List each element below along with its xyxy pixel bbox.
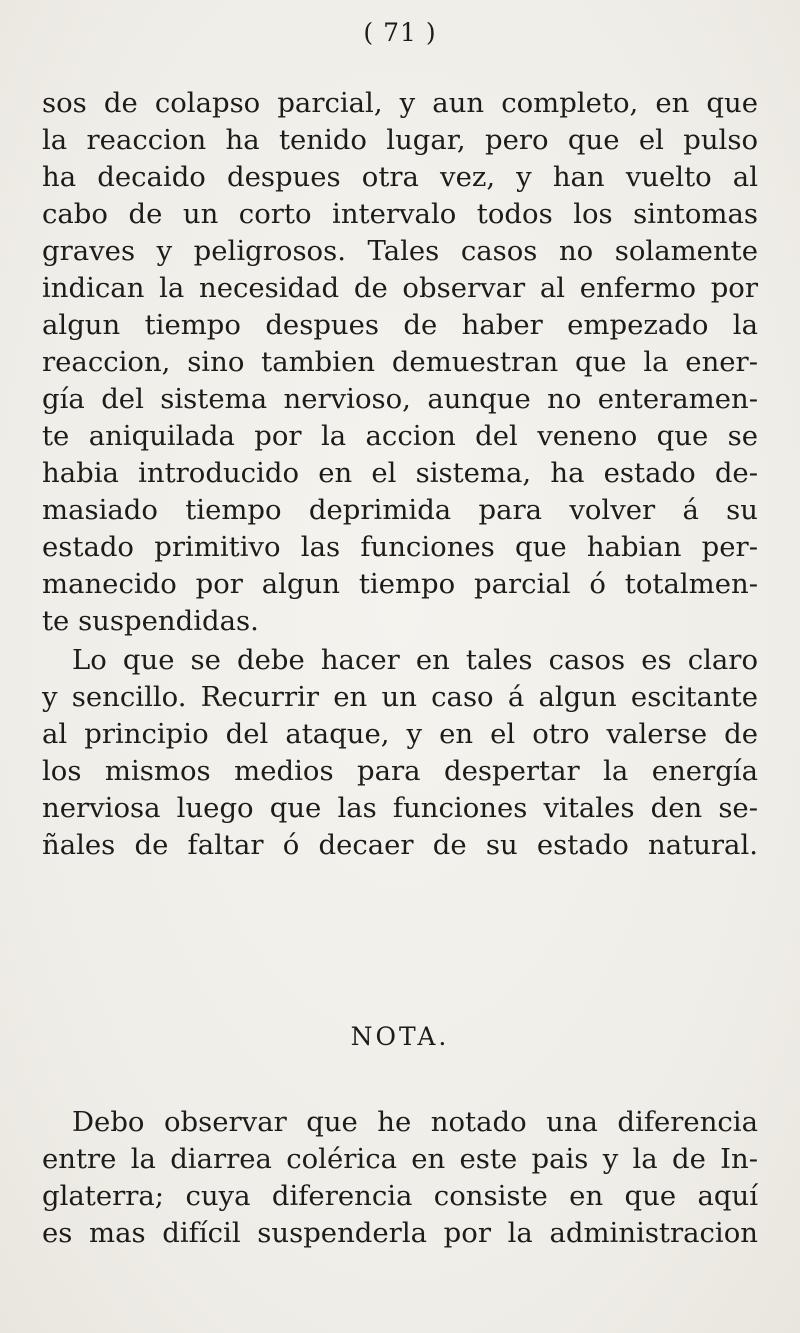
text-line: estado primitivo las funciones que habian per- — [42, 531, 758, 563]
text-line: manecido por algun tiempo parcial ó totalmen- — [42, 568, 758, 600]
text-line: la reaccion ha tenido lugar, pero que el pulso — [42, 124, 758, 156]
text-line: habia introducido en el sistema, ha estado de- — [42, 457, 758, 489]
text-line: al principio del ataque, y en el otro valerse de — [42, 718, 758, 750]
text-line: Debo observar que he notado una diferencia — [72, 1106, 758, 1138]
page-number: ( 71 ) — [363, 18, 437, 47]
text-line: ñales de faltar ó decaer de su estado natural. — [42, 829, 758, 861]
text-line: ha decaido despues otra vez, y han vuelto al — [42, 161, 758, 193]
text-line: gía del sistema nervioso, aunque no enteramen- — [42, 383, 758, 415]
text-line: reaccion, sino tambien demuestran que la ener- — [42, 346, 758, 378]
text-line: glaterra; cuya diferencia consiste en que aquí — [42, 1180, 758, 1212]
text-line: los mismos medios para despertar la energía — [42, 755, 758, 787]
text-line: Lo que se debe hacer en tales casos es claro — [72, 644, 758, 676]
text-line: sos de colapso parcial, y aun completo, en que — [42, 87, 758, 119]
text-line: algun tiempo despues de haber empezado la — [42, 309, 758, 341]
text-line: masiado tiempo deprimida para volver á su — [42, 494, 758, 526]
text-line: te aniquilada por la accion del veneno que se — [42, 420, 758, 452]
text-line: entre la diarrea colérica en este pais y la de In- — [42, 1143, 758, 1175]
text-line: cabo de un corto intervalo todos los sintomas — [42, 198, 758, 230]
text-line: indican la necesidad de observar al enfermo por — [42, 272, 758, 304]
text-line: es mas difícil suspenderla por la administracion — [42, 1217, 758, 1249]
text-line: nerviosa luego que las funciones vitales den se- — [42, 792, 758, 824]
section-heading: NOTA. — [350, 1022, 450, 1051]
text-line: te suspendidas. — [42, 605, 259, 637]
text-line: graves y peligrosos. Tales casos no solamente — [42, 235, 758, 267]
text-line: y sencillo. Recurrir en un caso á algun escitante — [42, 681, 758, 713]
